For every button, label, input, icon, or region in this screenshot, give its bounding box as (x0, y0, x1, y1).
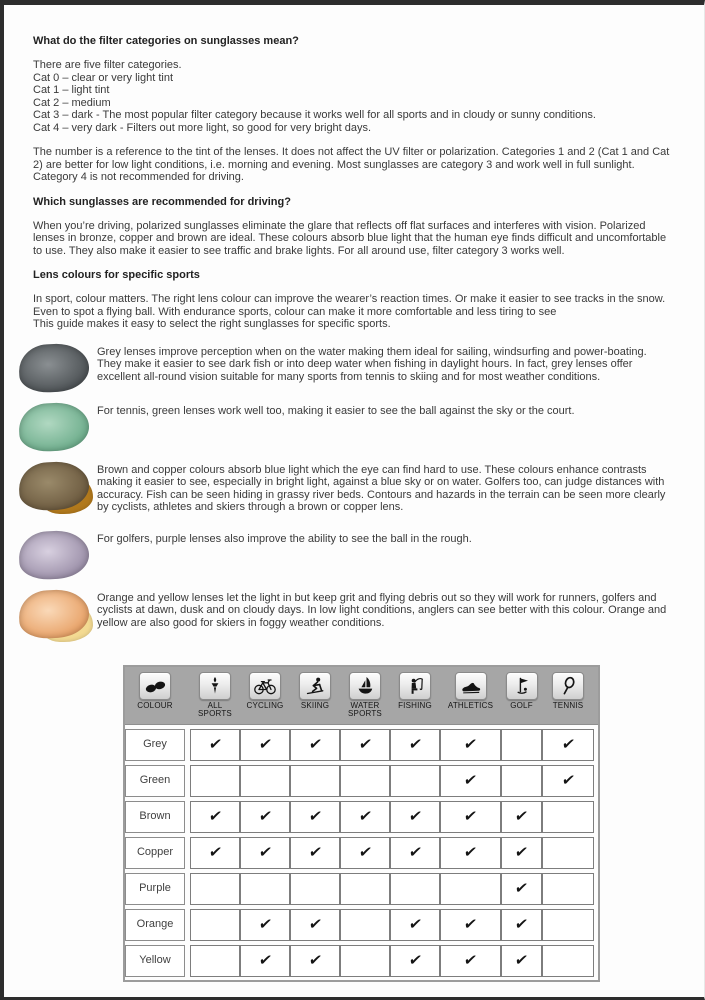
check-cell (190, 801, 240, 833)
check-icon: ✔ (407, 735, 423, 753)
check-cell (440, 765, 501, 797)
check-cell (542, 801, 594, 833)
running-shoe-icon (455, 672, 487, 700)
table-row-green (125, 765, 598, 797)
check-cell (501, 945, 542, 977)
row-label: Orange (125, 909, 185, 941)
row-label: Green (125, 765, 185, 797)
paragraph-driving: When you’re driving, polarized sunglasses eliminate the glare that reflects off flat surfaces and interferes with vision. Polarized lenses in bronze, copper and brown are ideal. These colours absorb blue light that the human eye finds difficult and uncomfortable to use. They also make it easier to see traffic and brake lights. For all around use, filter category 3 works well. (33, 219, 667, 257)
green-lens-shape (18, 401, 90, 453)
check-icon: ✔ (357, 843, 373, 861)
check-icon: ✔ (462, 807, 479, 825)
check-cell (390, 837, 440, 869)
check-cell (240, 873, 290, 905)
check-icon: ✔ (357, 735, 373, 753)
column-header-label: TENNIS (552, 700, 584, 710)
check-cell (290, 873, 340, 905)
check-cell (501, 801, 542, 833)
orange-lens-text: Orange and yellow lenses let the light in but keep grit and flying debris out so they will work for runners, golfers and cyclists at dawn, dusk and on cloudy days. In low light conditions, anglers can see better with this colour. Orange and yellow are also good for skiers in foggy weather conditions. (97, 591, 667, 629)
check-cell (190, 837, 240, 869)
green-lens-text: For tennis, green lenses work well too, making it easier to see the ball against the sky or the court. (97, 404, 575, 417)
check-icon: ✔ (257, 807, 273, 825)
check-cell (501, 729, 542, 761)
check-icon: ✔ (513, 807, 530, 825)
check-icon: ✔ (207, 807, 223, 825)
check-icon: ✔ (207, 843, 223, 861)
orange-lens-image (17, 589, 97, 651)
check-icon: ✔ (513, 879, 530, 897)
check-icon: ✔ (407, 807, 423, 825)
check-icon: ✔ (462, 951, 479, 969)
check-cell (240, 837, 290, 869)
check-icon: ✔ (257, 915, 273, 933)
text-line: There are five filter categories. (33, 59, 182, 71)
column-header-label: COLOUR (137, 700, 173, 710)
check-icon: ✔ (513, 951, 530, 969)
heading-lens-colours: Lens colours for specific sports (33, 269, 200, 281)
text-line: Cat 3 – dark - The most popular filter category because it works well for all sports and in cloudy or sunny conditions. (33, 109, 596, 121)
table-row-copper (125, 837, 598, 869)
skier-icon (299, 672, 331, 700)
check-cell (290, 729, 340, 761)
check-cell (340, 729, 390, 761)
check-cell (501, 765, 542, 797)
check-cell (390, 801, 440, 833)
check-icon: ✔ (307, 843, 323, 861)
check-cell (542, 729, 594, 761)
column-header-all-sports (190, 672, 240, 719)
text-line: This guide makes it easy to select the right sunglasses for specific sports. (33, 318, 391, 330)
text-line: Even to spot a flying ball. With endurance sports, colour can make it more comfortable and less tiring to see (33, 305, 557, 318)
lens-sports-table (123, 665, 600, 982)
check-cell (290, 801, 340, 833)
column-header-label: FISHING (398, 700, 432, 710)
column-header-tennis (542, 672, 594, 711)
check-icon: ✔ (560, 771, 576, 789)
check-cell (290, 765, 340, 797)
check-cell (501, 909, 542, 941)
golf-flag-icon (506, 672, 538, 700)
check-cell (501, 873, 542, 905)
check-cell (190, 873, 240, 905)
check-cell (440, 945, 501, 977)
row-label: Brown (125, 801, 185, 833)
sailboat-icon (349, 672, 381, 700)
purple-lens-shape (18, 529, 90, 581)
column-header-skiing (290, 672, 340, 711)
check-cell (340, 765, 390, 797)
lens-item-green (17, 402, 676, 454)
green-lens-image (17, 402, 97, 454)
column-header-fishing (390, 672, 440, 711)
column-header-athletics (440, 672, 501, 711)
filter-categories-list (33, 59, 676, 134)
table-row-grey (125, 729, 598, 761)
check-icon: ✔ (407, 843, 423, 861)
grey-lens-image (17, 343, 97, 395)
column-header-golf (501, 672, 542, 711)
check-cell (390, 909, 440, 941)
row-cells (190, 765, 594, 797)
check-cell (542, 873, 594, 905)
column-header-label: WATER SPORTS (348, 700, 382, 718)
purple-lens-image (17, 530, 97, 582)
table-row-yellow (125, 945, 598, 977)
check-cell (390, 873, 440, 905)
check-cell (190, 765, 240, 797)
lens-item-brown (17, 461, 676, 523)
torch-icon (199, 672, 231, 700)
row-label: Purple (125, 873, 185, 905)
column-header-label: CYCLING (246, 700, 284, 710)
table-row-orange (125, 909, 598, 941)
check-cell (340, 873, 390, 905)
table-body (125, 725, 598, 980)
check-cell (190, 945, 240, 977)
row-label: Yellow (125, 945, 185, 977)
check-icon: ✔ (407, 951, 423, 969)
check-cell (390, 729, 440, 761)
check-icon: ✔ (307, 951, 323, 969)
check-icon: ✔ (513, 843, 530, 861)
text-line: In sport, colour matters. The right lens colour can improve the wearer’s reaction times. Or make it easier to see tracks in the snow. (33, 293, 666, 305)
row-cells (190, 801, 594, 833)
check-icon: ✔ (462, 735, 479, 753)
check-icon: ✔ (207, 735, 223, 753)
check-icon: ✔ (462, 771, 479, 789)
text-line: Cat 2 – medium (33, 96, 111, 109)
text-line: Cat 0 – clear or very light tint (33, 71, 174, 84)
tennis-racket-icon (552, 672, 584, 700)
row-label: Grey (125, 729, 185, 761)
paragraph-tint-reference: The number is a reference to the tint of the lenses. It does not affect the UV filter or polarization. Categories 1 and 2 (Cat 1 and Cat 2) are better for low light conditions, i.e. morning and evening. Most sunglasses are category 3 and work well in full sunlight. Category 4 is not recommended for driving. (33, 146, 670, 183)
purple-lens-text: For golfers, purple lenses also improve the ability to see the ball in the rough. (97, 532, 472, 545)
lens-item-grey (17, 343, 676, 395)
check-cell (290, 945, 340, 977)
check-cell (542, 909, 594, 941)
check-icon: ✔ (257, 735, 273, 753)
check-cell (440, 801, 501, 833)
column-header-label: ATHLETICS (447, 700, 494, 710)
row-label: Copper (125, 837, 185, 869)
column-header-label: SKIING (300, 700, 330, 710)
check-cell (542, 945, 594, 977)
grey-lens-shape (18, 342, 90, 394)
angler-icon (399, 672, 431, 700)
column-header-water-sports (340, 672, 390, 719)
row-cells (190, 909, 594, 941)
text-line: Cat 1 – light tint (33, 84, 110, 96)
check-cell (240, 909, 290, 941)
brown-lens-image (17, 461, 97, 523)
column-header-label: GOLF (510, 700, 533, 710)
grey-lens-text: Grey lenses improve perception when on the water making them ideal for sailing, windsurfing and power-boating. They make it easier to see dark fish or into deep water when fishing in daylight hours. In fact, grey lenses offer excellent all-round vision suitable for many sports from tennis to skiing and for most weather conditions. (97, 345, 647, 383)
check-cell (290, 909, 340, 941)
check-cell (190, 909, 240, 941)
row-cells (190, 945, 594, 977)
check-cell (390, 945, 440, 977)
lens-item-purple (17, 530, 676, 582)
check-icon: ✔ (257, 951, 273, 969)
check-cell (340, 801, 390, 833)
lens-item-orange (17, 589, 676, 651)
check-cell (440, 729, 501, 761)
row-cells (190, 729, 594, 761)
check-cell (340, 945, 390, 977)
bicycle-icon (249, 672, 281, 700)
check-cell (440, 873, 501, 905)
check-cell (290, 837, 340, 869)
check-cell (390, 765, 440, 797)
check-icon: ✔ (462, 843, 479, 861)
check-cell (240, 801, 290, 833)
check-cell (340, 909, 390, 941)
check-icon: ✔ (462, 915, 479, 933)
check-cell (240, 765, 290, 797)
check-icon: ✔ (407, 915, 423, 933)
check-icon: ✔ (513, 915, 530, 933)
check-icon: ✔ (257, 843, 273, 861)
check-cell (440, 909, 501, 941)
check-icon: ✔ (560, 735, 576, 753)
heading-filter-categories: What do the filter categories on sunglasses mean? (33, 35, 299, 47)
column-header-colour (125, 672, 185, 711)
check-cell (340, 837, 390, 869)
paragraph-sport-colour (33, 293, 676, 331)
check-cell (501, 837, 542, 869)
table-row-purple (125, 873, 598, 905)
table-row-brown (125, 801, 598, 833)
column-header-label: ALL SPORTS (198, 700, 232, 718)
check-cell (440, 837, 501, 869)
lens-list (33, 343, 676, 651)
text-line: Cat 4 – very dark - Filters out more light, so good for very bright days. (33, 121, 372, 134)
heading-driving: Which sunglasses are recommended for driving? (33, 195, 291, 208)
check-cell (240, 945, 290, 977)
row-cells (190, 837, 594, 869)
check-icon: ✔ (307, 807, 323, 825)
sunglasses-icon (139, 672, 171, 700)
check-icon: ✔ (307, 915, 323, 933)
column-header-cycling (240, 672, 290, 711)
brown-lens-text: Brown and copper colours absorb blue light which the eye can find hard to use. These colours enhance contrasts making it easier to see, especially in bright light, against a blue sky or on water. Golfers too, can judge distances with accuracy. Fish can be seen hiding in grassy river beds. Contours and hazards in the terrain can be seen more clearly by cyclists, athletes and skiers through a brown or copper lens. (97, 463, 666, 513)
row-cells (190, 873, 594, 905)
check-cell (240, 729, 290, 761)
check-icon: ✔ (307, 735, 323, 753)
table-header-row (125, 667, 598, 725)
check-icon: ✔ (357, 807, 373, 825)
check-cell (190, 729, 240, 761)
check-cell (542, 765, 594, 797)
check-cell (542, 837, 594, 869)
